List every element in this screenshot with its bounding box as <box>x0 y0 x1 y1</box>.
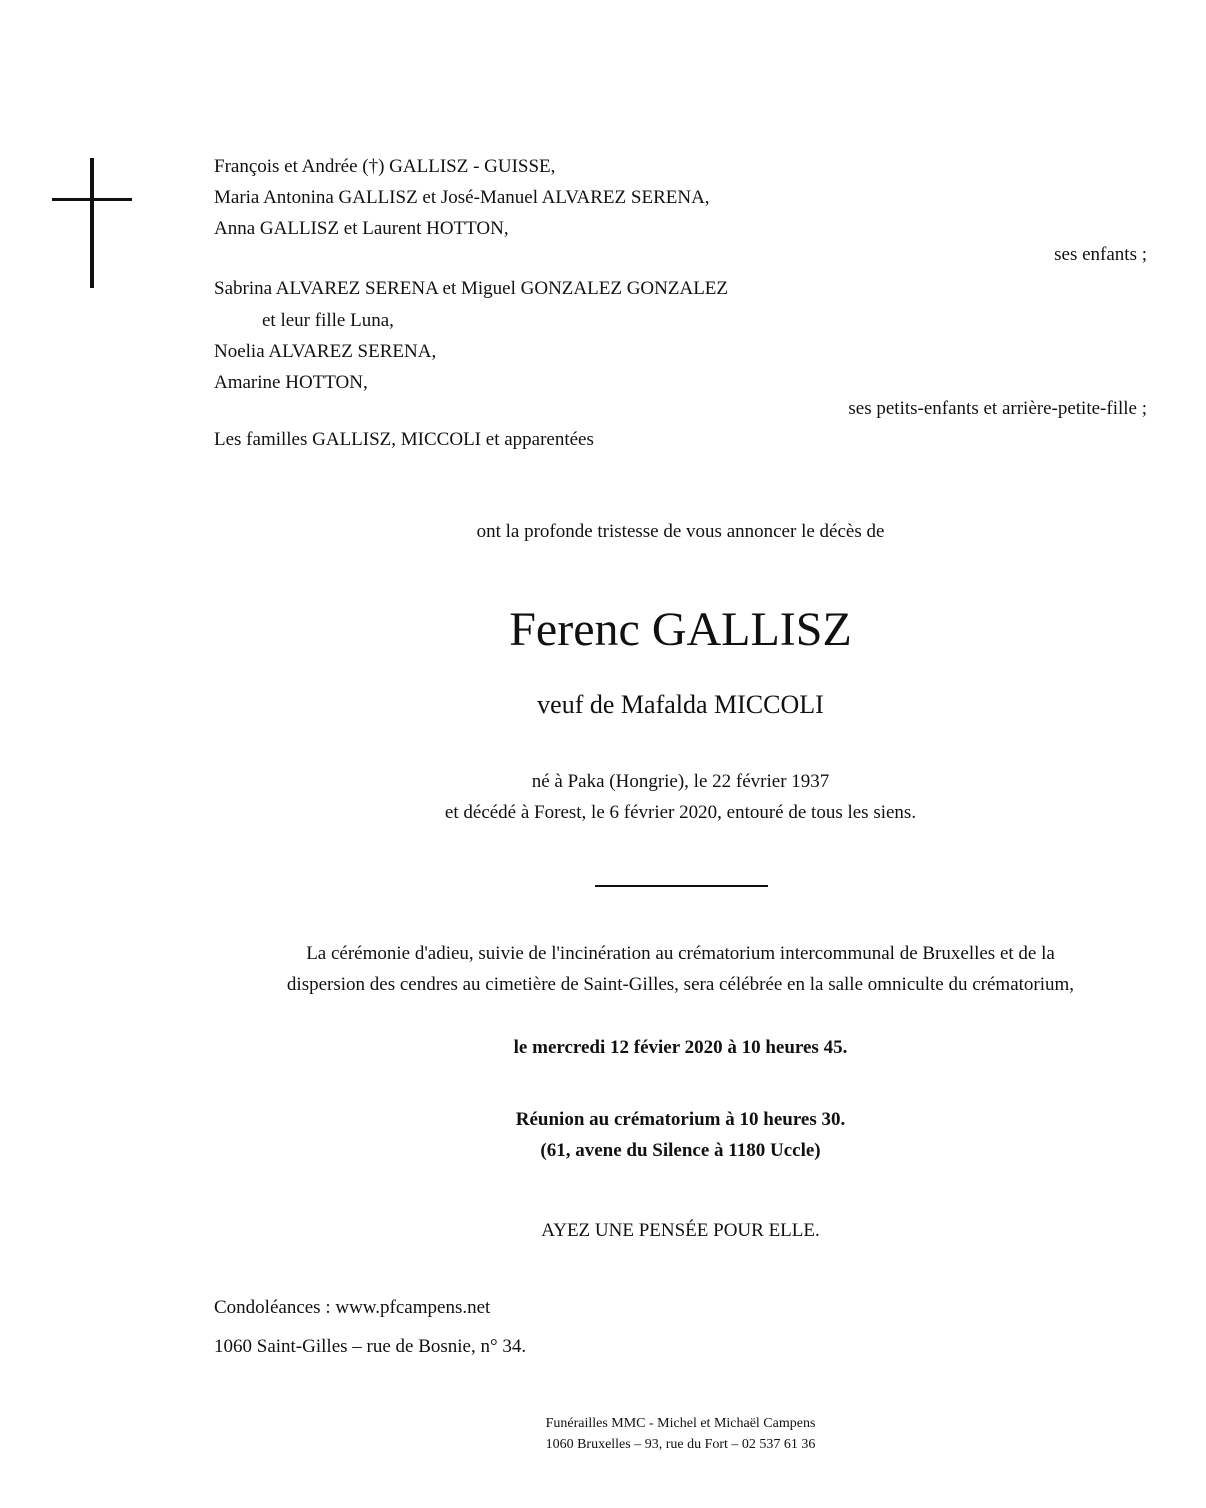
ceremony-line: dispersion des cendres au cimetière de Saint-Gilles, sera célébrée en la salle omniculte du crématorium, <box>286 974 1075 995</box>
closing-line: AYEZ UNE PENSÉE POUR ELLE. <box>541 1220 820 1241</box>
deceased-name: Ferenc GALLISZ <box>509 603 852 656</box>
ceremony-line: La cérémonie d'adieu, suivie de l'incinération au crématorium intercommunal de Bruxelles et de la <box>306 943 1055 964</box>
families-line: Les familles GALLISZ, MICCOLI et apparentées <box>214 429 594 450</box>
family-line: et leur fille Luna, <box>262 310 394 331</box>
condolences-address: 1060 Saint-Gilles – rue de Bosnie, n° 34. <box>214 1336 527 1357</box>
footer-line: Funérailles MMC - Michel et Michaël Campens <box>545 1416 816 1431</box>
family-line: Sabrina ALVAREZ SERENA et Miguel GONZALEZ GONZALEZ <box>214 278 729 299</box>
children-label: ses enfants ; <box>1054 244 1147 265</box>
condolences-line: Condoléances : www.pfcampens.net <box>214 1297 491 1318</box>
family-line: François et Andrée (†) GALLISZ - GUISSE, <box>214 156 556 177</box>
meeting-line: Réunion au crématorium à 10 heures 30. <box>515 1109 846 1130</box>
family-line: Anna GALLISZ et Laurent HOTTON, <box>214 218 509 239</box>
cross-vertical <box>90 158 94 288</box>
announcement: ont la profonde tristesse de vous annoncer le décès de <box>476 521 885 542</box>
footer-line: 1060 Bruxelles – 93, rue du Fort – 02 537 61 36 <box>545 1437 816 1452</box>
cross-horizontal <box>52 198 132 201</box>
divider <box>595 885 768 887</box>
meeting-address: (61, avene du Silence à 1180 Uccle) <box>540 1140 821 1161</box>
ceremony-date: le mercredi 12 févier 2020 à 10 heures 45. <box>513 1037 848 1058</box>
family-line: Maria Antonina GALLISZ et José-Manuel ALVAREZ SERENA, <box>214 187 710 208</box>
birth-line: né à Paka (Hongrie), le 22 février 1937 <box>531 771 830 792</box>
widower-line: veuf de Mafalda MICCOLI <box>537 690 824 719</box>
death-line: et décédé à Forest, le 6 février 2020, entouré de tous les siens. <box>444 802 917 823</box>
grandchildren-label: ses petits-enfants et arrière-petite-fille ; <box>848 398 1147 419</box>
family-line: Amarine HOTTON, <box>214 372 368 393</box>
family-line: Noelia ALVAREZ SERENA, <box>214 341 437 362</box>
